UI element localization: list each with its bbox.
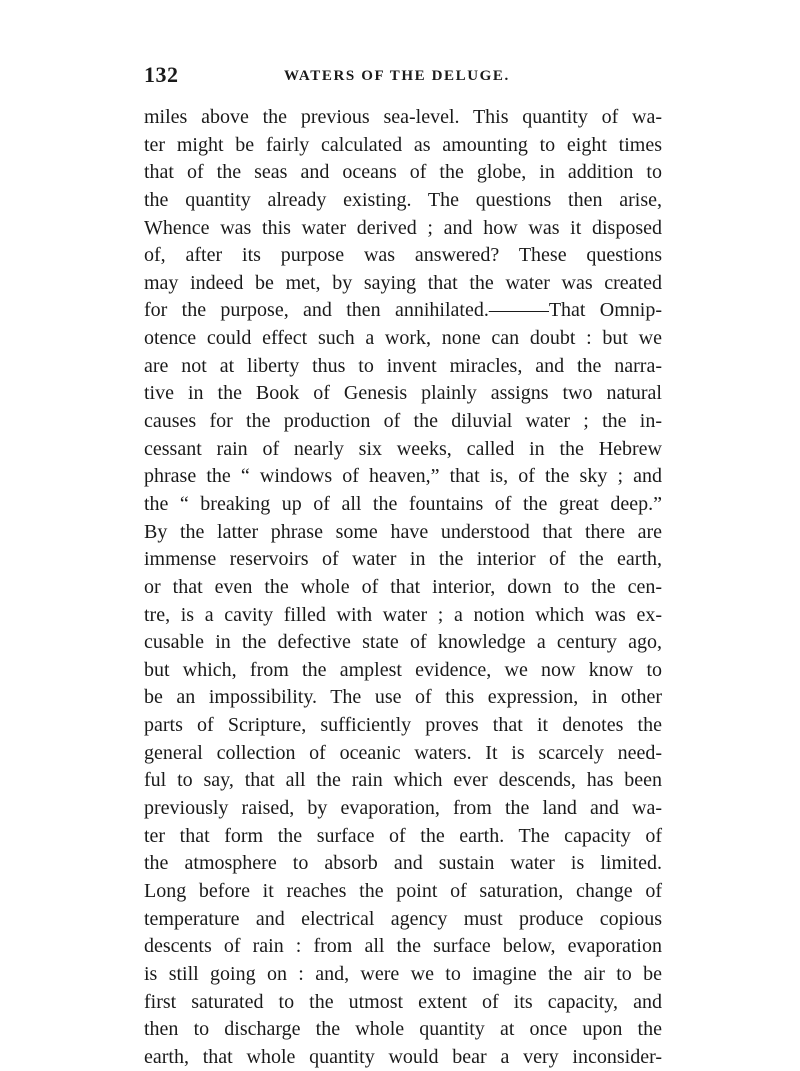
text-line: cessant rain of nearly six weeks, called in the Hebrew	[144, 437, 662, 460]
text-line: immense reservoirs of water in the interior of the earth,	[144, 548, 662, 571]
text-line: the atmosphere to absorb and sustain water is limited.	[144, 852, 662, 875]
text-line: that of the seas and oceans of the globe, in addition to	[144, 161, 662, 184]
text-line: for the purpose, and then annihilated.———That Omnip-	[144, 299, 662, 322]
text-line: but which, from the amplest evidence, we now know to	[144, 658, 662, 681]
text-line: may indeed be met, by saying that the water was created	[144, 271, 662, 294]
running-title: WATERS OF THE DELUGE.	[284, 68, 510, 84]
text-line: causes for the production of the diluvial water ; the in-	[144, 410, 662, 433]
text-line: Long before it reaches the point of saturation, change of	[144, 879, 662, 902]
text-line: are not at liberty thus to invent miracles, and the narra-	[144, 354, 662, 377]
text-line: phrase the “ windows of heaven,” that is, of the sky ; and	[144, 465, 662, 488]
text-line: temperature and electrical agency must produce copious	[144, 907, 662, 930]
text-line: ter that form the surface of the earth. The capacity of	[144, 824, 662, 847]
text-line: first saturated to the utmost extent of its capacity, and	[144, 990, 662, 1013]
text-line: descents of rain : from all the surface below, evaporation	[144, 935, 662, 958]
text-line: By the latter phrase some have understood that there are	[144, 520, 662, 543]
text-line: then to discharge the whole quantity at once upon the	[144, 1018, 662, 1041]
text-line: be an impossibility. The use of this expression, in other	[144, 686, 662, 709]
text-line: tre, is a cavity filled with water ; a notion which was ex-	[144, 603, 662, 626]
text-line: ter might be fairly calculated as amounting to eight times	[144, 133, 662, 156]
text-line: otence could effect such a work, none can doubt : but we	[144, 327, 662, 350]
text-line: miles above the previous sea-level. This quantity of wa-	[144, 106, 662, 128]
text-line: the “ breaking up of all the fountains of the great deep.”	[144, 492, 662, 515]
text-line: cusable in the defective state of knowledge a century ago,	[144, 631, 662, 654]
text-line: Whence was this water derived ; and how was it disposed	[144, 216, 662, 239]
text-line: general collection of oceanic waters. It is scarcely need-	[144, 741, 662, 764]
running-head	[144, 62, 662, 90]
text-line: previously raised, by evaporation, from the land and wa-	[144, 797, 662, 820]
text-line: ful to say, that all the rain which ever descends, has been	[144, 769, 662, 792]
body-text	[144, 104, 662, 1071]
text-line: tive in the Book of Genesis plainly assigns two natural	[144, 382, 662, 405]
text-line: the quantity already existing. The questions then arise,	[144, 188, 662, 211]
text-line: or that even the whole of that interior, down to the cen-	[144, 575, 662, 598]
page-number: 132	[144, 62, 179, 87]
text-line: is still going on : and, were we to imagine the air to be	[144, 962, 662, 985]
text-line: earth, that whole quantity would bear a very inconsider-	[144, 1045, 662, 1068]
text-line: of, after its purpose was answered? These questions	[144, 244, 662, 267]
text-line: parts of Scripture, sufficiently proves that it denotes the	[144, 714, 662, 737]
